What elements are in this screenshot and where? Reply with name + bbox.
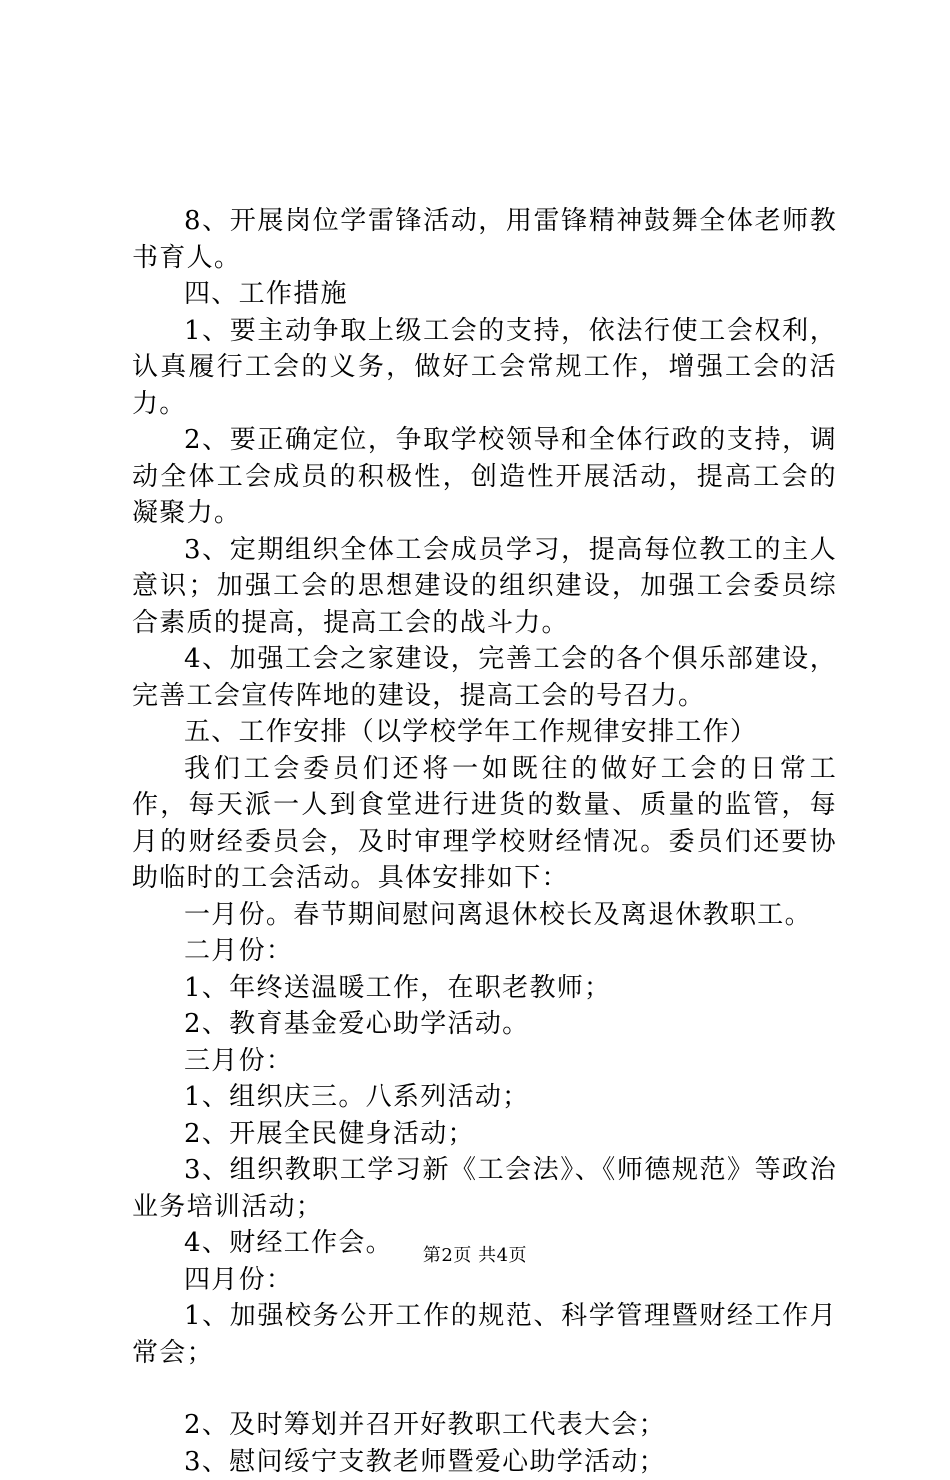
month-april-heading: 四月份： (132, 1262, 837, 1299)
measure-item-4: 4、加强工会之家建设，完善工会的各个俱乐部建设，完善工会宣传阵地的建设，提高工会的号召力。 (132, 641, 837, 714)
document-body (132, 203, 837, 1480)
march-item-3: 3、组织教职工学习新《工会法》、《师德规范》等政治业务培训活动； (132, 1152, 837, 1225)
month-february-heading: 二月份： (132, 933, 837, 970)
month-january: 一月份。春节期间慰问离退休校长及离退休教职工。 (132, 897, 837, 934)
march-item-2: 2、开展全民健身活动； (132, 1116, 837, 1153)
february-item-1: 1、年终送温暖工作，在职老教师； (132, 970, 837, 1007)
measure-item-3: 3、定期组织全体工会成员学习，提高每位教工的主人意识；加强工会的思想建设的组织建设，加强工会委员综合素质的提高，提高工会的战斗力。 (132, 532, 837, 642)
april-item-1: 1、加强校务公开工作的规范、科学管理暨财经工作月常会； (132, 1298, 837, 1371)
february-item-2: 2、教育基金爱心助学活动。 (132, 1006, 837, 1043)
schedule-intro: 我们工会委员们还将一如既往的做好工会的日常工作，每天派一人到食堂进行进货的数量、质量的监管，每月的财经委员会，及时审理学校财经情况。委员们还要协助临时的工会活动。具体安排如下： (132, 751, 837, 897)
page-number-footer: 第2页 共4页 (0, 1246, 950, 1266)
april-item-2: 2、及时筹划并召开好教职工代表大会； (132, 1407, 837, 1444)
measure-item-2: 2、要正确定位，争取学校领导和全体行政的支持，调动全体工会成员的积极性，创造性开展活动，提高工会的凝聚力。 (132, 422, 837, 532)
section-heading-schedule: 五、工作安排（以学校学年工作规律安排工作） (132, 714, 837, 751)
march-item-4: 4、财经工作会。 (132, 1225, 837, 1262)
march-item-1: 1、组织庆三。八系列活动； (132, 1079, 837, 1116)
section-heading-measures: 四、工作措施 (132, 276, 837, 313)
month-march-heading: 三月份： (132, 1043, 837, 1080)
measure-item-1: 1、要主动争取上级工会的支持，依法行使工会权利，认真履行工会的义务，做好工会常规工作，增强工会的活力。 (132, 313, 837, 423)
april-item-3: 3、慰问绥宁支教老师暨爱心助学活动； (132, 1444, 837, 1480)
paragraph-item-8: 8、开展岗位学雷锋活动，用雷锋精神鼓舞全体老师教书育人。 (132, 203, 837, 276)
